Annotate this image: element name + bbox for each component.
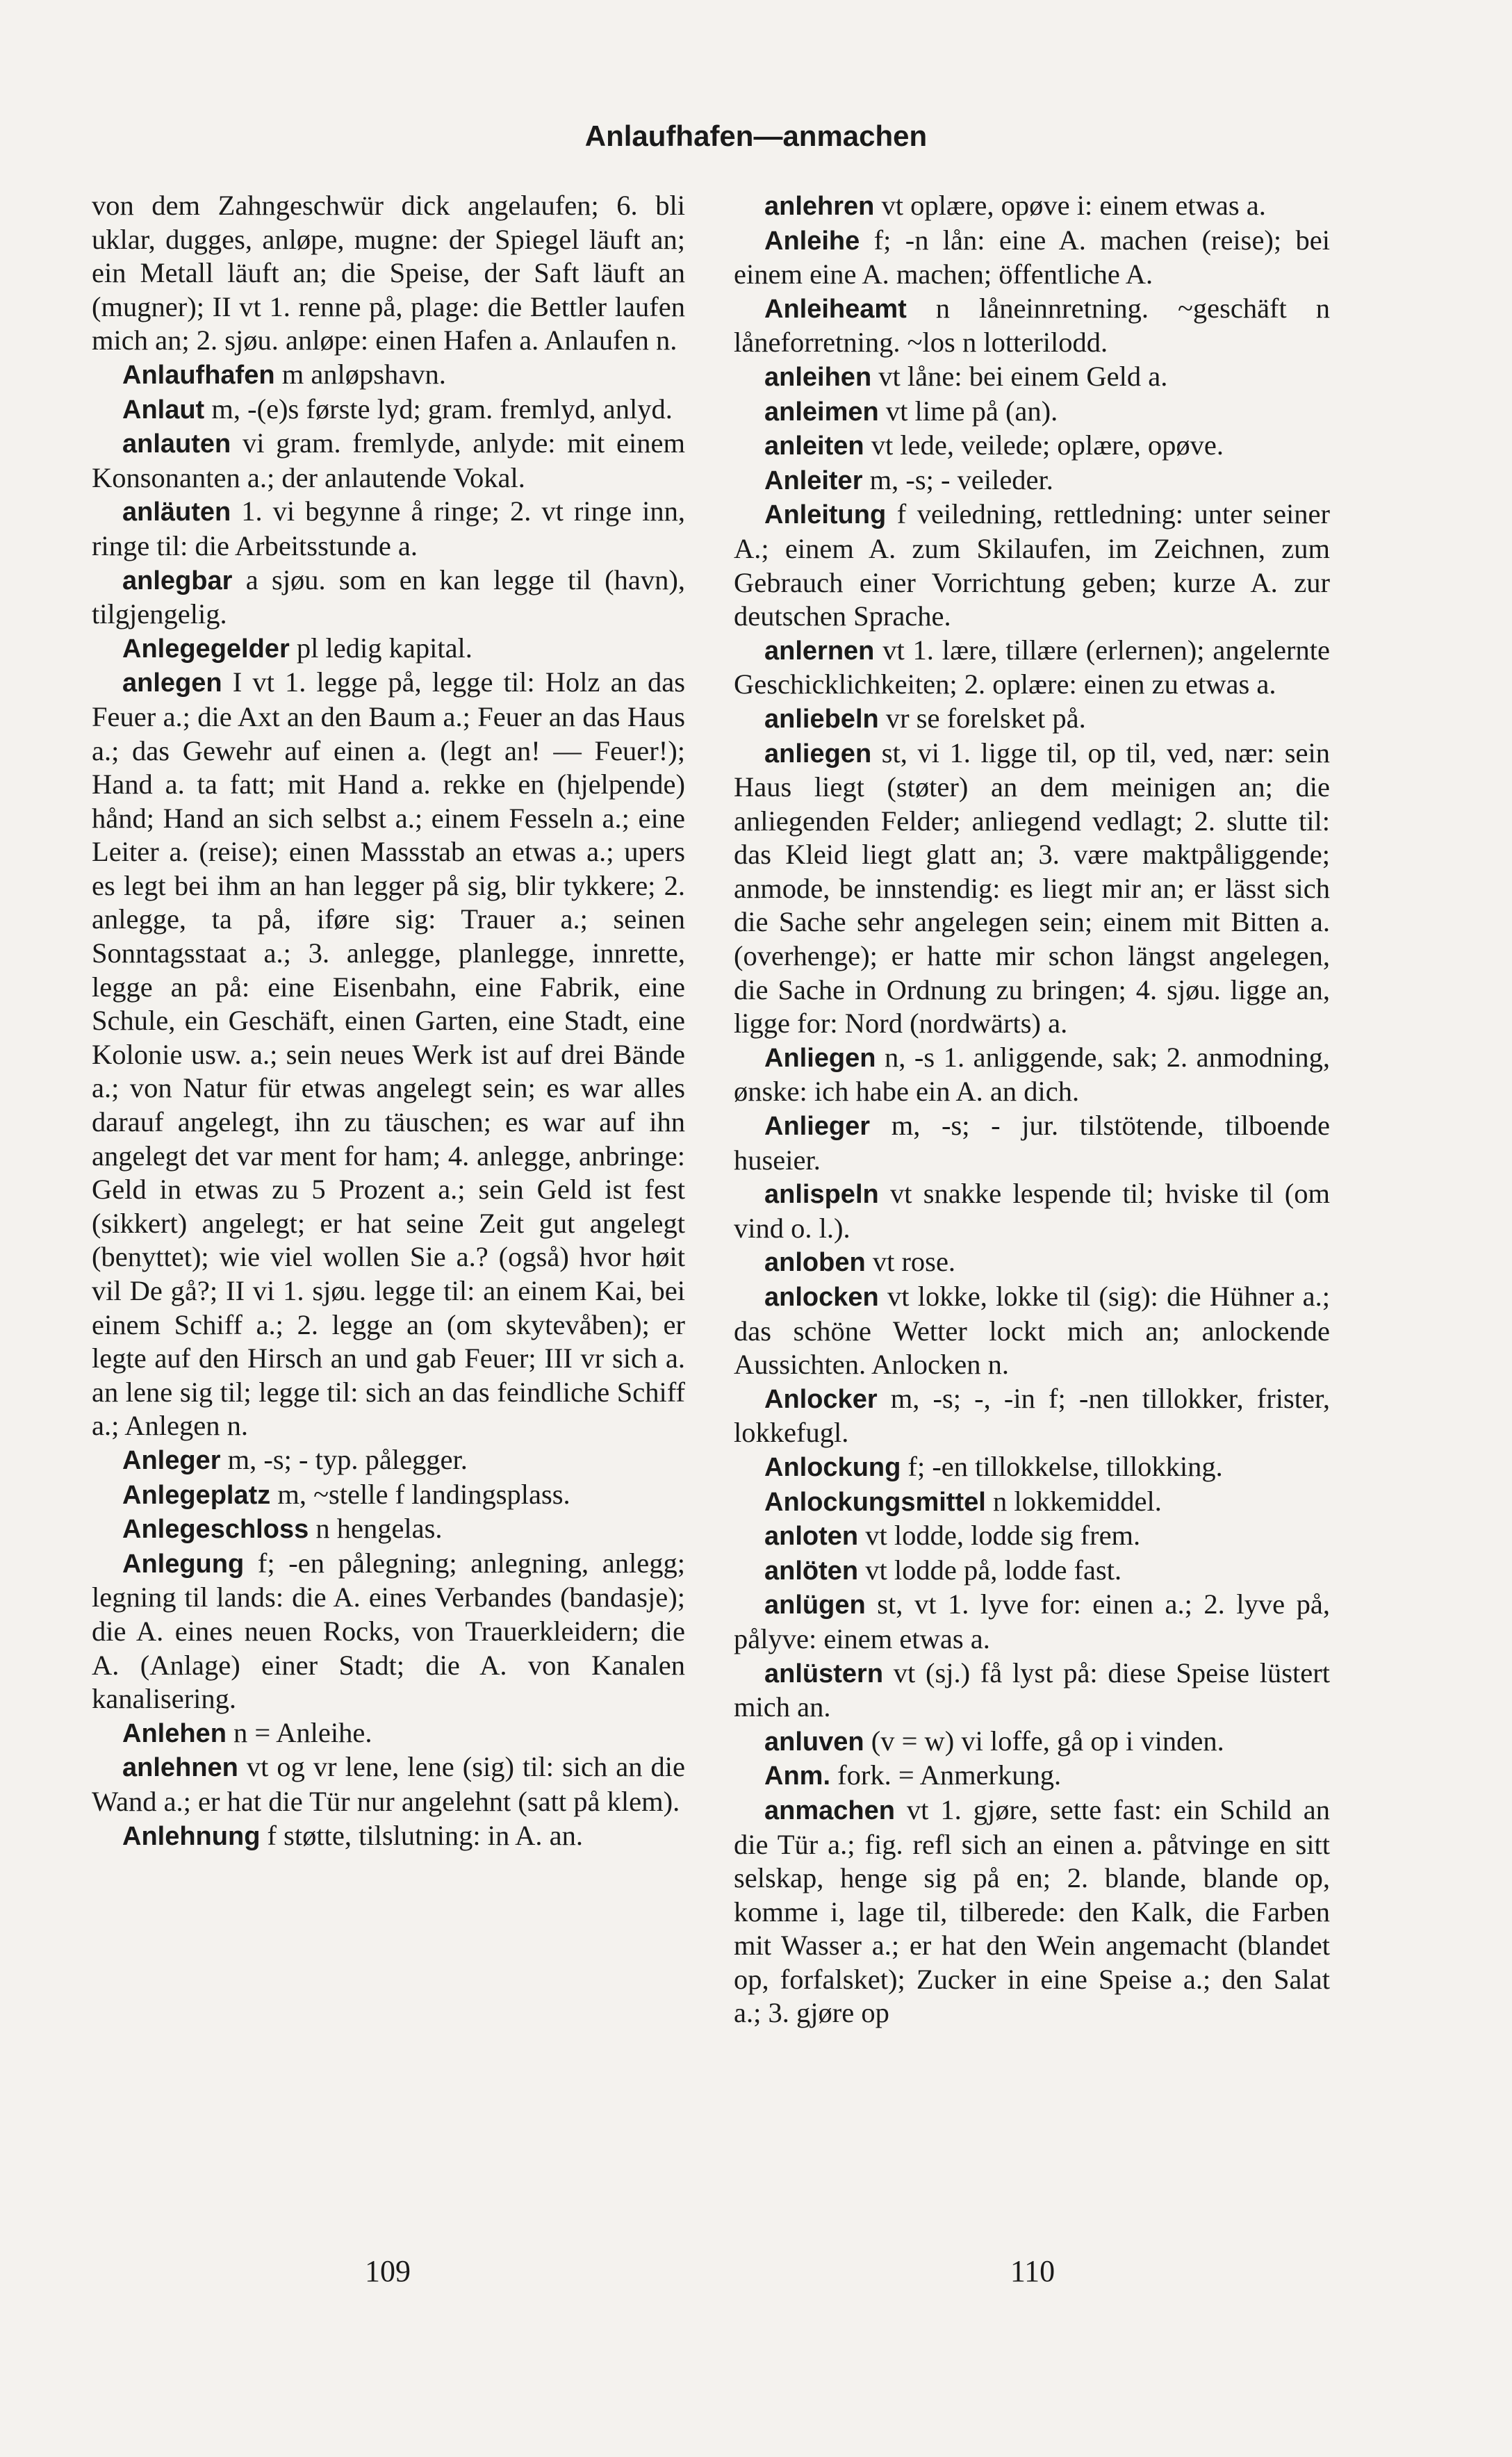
headword: anlegen — [122, 668, 222, 698]
headword: Anleitung — [764, 500, 887, 530]
page-number-left: 109 — [365, 2254, 411, 2288]
dictionary-entry — [92, 189, 685, 358]
entry-definition: pl ledig kapital. — [289, 632, 472, 664]
headword: Anleger — [122, 1445, 221, 1475]
dictionary-entry — [734, 1519, 1330, 1554]
headword: Anlaufhafen — [122, 360, 275, 390]
entry-definition: vi gram. fremlyde, anlyde: mit einem Konsonanten a.; der anlautende Vokal. — [92, 427, 685, 493]
headword: Anlockung — [764, 1452, 901, 1482]
entry-definition: vt og vr lene, lene (sig) til: sich an die Wand a.; er hat die Tür nur angelehnt (satt på klem). — [92, 1751, 685, 1817]
entry-definition: m, -s; - veileder. — [862, 463, 1053, 495]
headword: Anlaut — [122, 395, 205, 425]
headword: anlehnen — [122, 1753, 238, 1783]
entry-definition: n hengelas. — [309, 1513, 443, 1545]
entry-definition: vt 1. lære, tillære (erlernen); angelernte Geschicklichkeiten; 2. oplære: einen zu etwas a. — [734, 634, 1330, 700]
entry-definition: vt lokke, lokke til (sig): die Hühner a.; das schöne Wetter lockt mich an; anlockende Aussichten. Anlocken n. — [734, 1281, 1330, 1381]
headword: Anlegung — [122, 1549, 245, 1579]
entry-definition: von dem Zahngeschwür dick angelaufen; 6. bli uklar, dugges, anløpe, mugne: der Spiegel läuft an; ein Metall läuft an; die Speise, der Saft läuft an (mugner); II vt 1. renne på, plage: die Bettler laufen mich an; 2. sjøu. anløpe: einen Hafen a. Anlaufen n. — [92, 190, 685, 356]
headword: anliebeln — [764, 704, 879, 734]
dictionary-entry — [734, 1280, 1330, 1382]
dictionary-entry — [734, 1041, 1330, 1109]
dictionary-entry — [734, 292, 1330, 360]
headword: Anliegen — [764, 1043, 876, 1073]
dictionary-entry — [92, 1478, 685, 1513]
headword: Anleiter — [764, 466, 863, 495]
headword: Anm. — [764, 1761, 830, 1791]
headword: Anlocker — [764, 1384, 878, 1414]
dictionary-entry — [734, 1382, 1330, 1450]
entry-definition: m, ~stelle f landingsplass. — [270, 1478, 570, 1510]
dictionary-entry — [92, 358, 685, 393]
headword: anlöten — [764, 1556, 859, 1586]
dictionary-entry — [92, 1443, 685, 1478]
headword: anloben — [764, 1248, 866, 1278]
entry-definition: 1. vi begynne å ringe; 2. vt ringe inn, ringe til: die Arbeitsstunde a. — [92, 495, 685, 561]
dictionary-entry — [92, 1750, 685, 1818]
dictionary-entry — [734, 1657, 1330, 1725]
dictionary-entry — [92, 427, 685, 495]
entry-definition: vt rose. — [865, 1246, 956, 1278]
dictionary-entry — [734, 463, 1330, 498]
headword: anleiten — [764, 432, 864, 461]
entry-definition: vt lime på (an). — [878, 395, 1058, 427]
dictionary-entry — [92, 632, 685, 666]
entry-definition: vt lede, veilede; oplære, opøve. — [864, 429, 1224, 461]
dictionary-entry — [734, 1177, 1330, 1245]
headword: anlügen — [764, 1591, 866, 1620]
dictionary-entry — [92, 666, 685, 1443]
dictionary-entry — [92, 1716, 685, 1751]
entry-definition: m, -(e)s første lyd; gram. fremlyd, anlyd. — [204, 393, 673, 425]
entry-definition: I vt 1. legge på, legge til: Holz an das Feuer a.; die Axt an den Baum a.; Feuer an das Haus a.; das Gewehr auf einen a. (legt an! — Feuer!); Hand a. ta fatt; mit Hand a. rekke en (hjelpende) hånd; Hand an sich selbst a.; einem Fesseln a.; eine Leiter a. (reise); einen Massstab an etwas a.; upers es legt bei ihm an han legger på sig, blir tykkere; 2. anlegge, ta på, iføre sig: Trauer a.; seinen Sonntagsstaat a.; 3. anlegge, planlegge, innrette, legge an på: eine Eisenbahn, eine Fabrik, eine Schule, ein Geschäft, einen Garten, eine Stadt, eine Kolonie usw. a.; sein neues Werk ist auf drei Bände a.; von Natur für etwas angelegt sein; es war alles darauf angelegt, ihn zu täuschen; es war auf ihn angelegt det var ment for ham; 4. anlegge, anbringe: Geld in etwas zu 5 Prozent a.; sein Geld ist fest (sikkert) angelegt; er hat seine Zeit gut angelegt (benyttet); wie viel wollen Sie a.? (også) hvor høit vil De gå?; II vi 1. sjøu. legge til: an einem Kai, bei einem Schiff a.; 2. legge an (om skytevåben); er legte auf den Hirsch an und gab Feuer; III vr sich a. an lene sig til; legge til: sich an das feindliche Schiff a.; Anlegen n. — [92, 666, 685, 1442]
dictionary-entry — [734, 737, 1330, 1041]
entry-definition: st, vt 1. lyve for: einen a.; 2. lyve på, pålyve: einem etwas a. — [734, 1588, 1330, 1654]
entry-definition: st, vi 1. ligge til, op til, ved, nær: sein Haus liegt (støter) an dem meinigen an; die anliegenden Felder; anliegend vedlagt; 2. slutte til: das Kleid liegt glatt an; 3. være maktpåliggende; anmode, be innstendig: es liegt mir an; er lässt sich die Sache sehr angelegen sein; einem mit Bitten a. (overhenge); er hatte mir schon längst angelegen, die Sache in Ordnung zu bringen; 4. sjøu. ligge an, ligge for: Nord (nordwärts) a. — [734, 737, 1330, 1040]
headword: anlocken — [764, 1283, 879, 1312]
entry-definition: vt lodde på, lodde fast. — [858, 1554, 1122, 1586]
entry-definition: vt 1. gjøre, sette fast: ein Schild an die Tür a.; fig. refl sich an einen a. påtvinge en sitt selskap, henge sig på en; 2. blande, blande op, komme i, lage til, tilberede: den Kalk, die Farben mit Wasser a.; er hat den Wein angemacht (blandet op, forfalsket); Zucker in eine Speise a.; den Salat a.; 3. gjøre op — [734, 1793, 1330, 2029]
dictionary-entry — [734, 224, 1330, 292]
dictionary-entry — [92, 393, 685, 427]
headword: anläuten — [122, 498, 231, 527]
headword: anlispeln — [764, 1180, 879, 1210]
entry-definition: m anløpshavn. — [274, 358, 446, 390]
entry-definition: f; -en pålegning; anlegning, anlegg; legning til lands: die A. eines Verbandes (bandasje); die A. eines neuen Rocks, von Trauerkleidern; die A. (Anlage) einer Stadt; die A. von Kanalen kanalisering. — [92, 1547, 685, 1715]
entry-definition: a sjøu. som en kan legge til (havn), tilgjengelig. — [92, 564, 685, 630]
dictionary-entry — [92, 1512, 685, 1547]
headword: Anlehen — [122, 1718, 227, 1748]
headword: anluven — [764, 1727, 864, 1757]
entry-definition: vt oplære, opøve i: einem etwas a. — [874, 190, 1266, 221]
entry-definition: n = Anleihe. — [226, 1716, 372, 1748]
running-head: Anlaufhafen—anmachen — [584, 120, 928, 152]
right-column — [734, 189, 1330, 2030]
dictionary-entry — [92, 564, 685, 632]
entry-definition: f; -n lån: eine A. machen (reise); bei einem eine A. machen; öffentliche A. — [734, 224, 1330, 290]
headword: Anlegeschloss — [122, 1515, 309, 1545]
headword: Anlegeplatz — [122, 1480, 271, 1510]
entry-definition: n låneinnretning. ~geschäft n låneforretning. ~los n lotterilodd. — [734, 292, 1330, 359]
dictionary-entry — [734, 1588, 1330, 1656]
dictionary-entry — [734, 1109, 1330, 1177]
dictionary-entry — [734, 1450, 1330, 1485]
entry-definition: vt lodde, lodde sig frem. — [858, 1520, 1141, 1552]
dictionary-entry — [734, 395, 1330, 429]
entry-definition: n lokkemiddel. — [985, 1485, 1162, 1517]
entry-definition: vt låne: bei einem Geld a. — [871, 360, 1168, 392]
entry-definition: vt snakke lespende til; hviske til (om vind o. l.). — [734, 1178, 1330, 1244]
headword: Anlieger — [764, 1112, 871, 1142]
headword: anliegen — [764, 739, 872, 769]
entry-definition: m, -s; - typ. pålegger. — [220, 1443, 468, 1475]
left-column — [92, 189, 685, 1853]
headword: Anlehnung — [122, 1821, 261, 1851]
dictionary-entry — [734, 1725, 1330, 1759]
headword: anlernen — [764, 636, 875, 666]
entry-definition: m, -s; - jur. tilstötende, tilboende huseier. — [734, 1110, 1330, 1176]
headword: Anlegegelder — [122, 634, 290, 664]
headword: anmachen — [764, 1796, 895, 1825]
dictionary-entry — [92, 1819, 685, 1854]
entry-definition: f veiledning, rettledning: unter seiner A.; einem A. zum Skilaufen, im Zeichnen, zum Gebrauch einer Vorrichtung geben; kurze A. zur deutschen Sprache. — [734, 498, 1330, 632]
headword: anleihen — [764, 362, 872, 392]
entry-definition: m, -s; -, -in f; -nen tillokker, frister, lokkefugl. — [734, 1382, 1330, 1449]
headword: anlegbar — [122, 566, 233, 595]
headword: Anleihe — [764, 226, 860, 256]
dictionary-entry — [92, 1547, 685, 1716]
entry-definition: (v = w) vi loffe, gå op i vinden. — [864, 1725, 1224, 1757]
entry-definition: n, -s 1. anliggende, sak; 2. anmodning, ønske: ich habe ein A. an dich. — [734, 1041, 1330, 1108]
dictionary-entry — [734, 360, 1330, 395]
page-number-right: 110 — [1010, 2254, 1055, 2288]
dictionary-entry — [734, 1759, 1330, 1793]
headword: anleimen — [764, 397, 879, 427]
dictionary-entry — [734, 189, 1330, 224]
entry-definition: vr se forelsket på. — [878, 702, 1086, 734]
dictionary-entry — [734, 1793, 1330, 2030]
headword: anloten — [764, 1522, 859, 1552]
headword: Anleiheamt — [764, 294, 907, 324]
headword: anlehren — [764, 192, 875, 221]
headword: Anlockungsmittel — [764, 1487, 986, 1517]
entry-definition: f; -en tillokkelse, tillokking. — [901, 1450, 1223, 1482]
entry-definition: fork. = Anmerkung. — [830, 1759, 1062, 1791]
headword: anlauten — [122, 429, 231, 459]
headword: anlüstern — [764, 1659, 884, 1688]
dictionary-entry — [734, 1245, 1330, 1280]
dictionary-entry — [734, 1554, 1330, 1588]
dictionary-entry — [734, 634, 1330, 702]
entry-definition: f støtte, tilslutning: in A. an. — [260, 1819, 584, 1851]
entry-definition: vt (sj.) få lyst på: diese Speise lüstert mich an. — [734, 1657, 1330, 1723]
dictionary-entry — [734, 498, 1330, 633]
dictionary-entry — [92, 495, 685, 563]
dictionary-entry — [734, 1485, 1330, 1520]
dictionary-entry — [734, 702, 1330, 737]
dictionary-entry — [734, 429, 1330, 463]
